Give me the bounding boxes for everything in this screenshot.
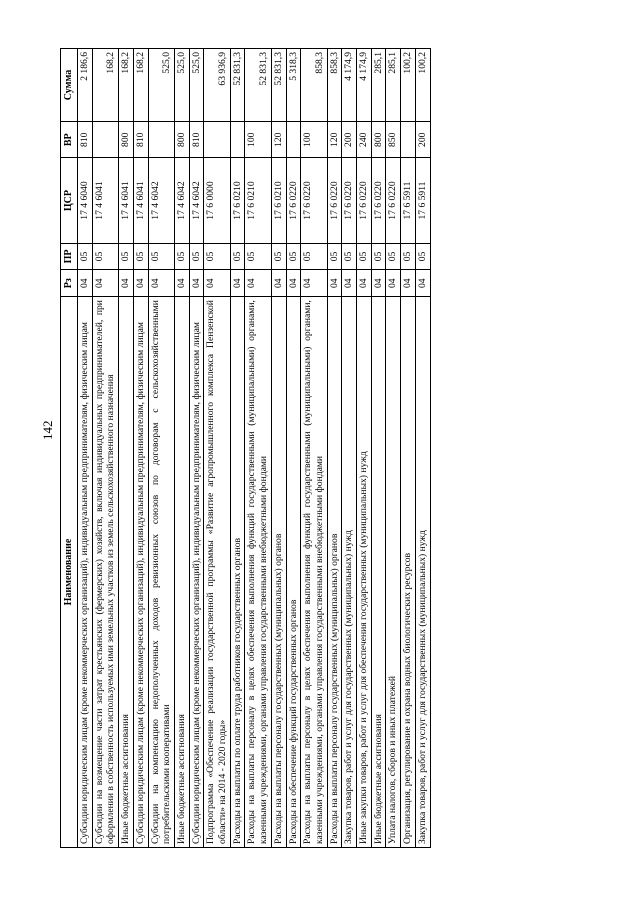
table-row bbox=[189, 49, 204, 848]
cell-pr: 05 bbox=[301, 243, 327, 270]
cell-pr: 05 bbox=[371, 243, 386, 270]
cell-name: Субсидии юридическим лицам (кроме некоммерческих организаций), индивидуальным предпринимателям, физическим лицам bbox=[189, 297, 204, 848]
cell-name: Расходы на выплаты персоналу государственных (муниципальных) органов bbox=[327, 297, 342, 848]
table-header-row bbox=[61, 49, 78, 848]
cell-name: Организация, регулирование и охрана водных биологических ресурсов bbox=[401, 297, 416, 848]
table-row bbox=[286, 49, 301, 848]
cell-sum: 5 318,3 bbox=[286, 49, 301, 122]
cell-name: Иные закупки товаров, работ и услуг для обеспечения государственных (муниципальных) нужд bbox=[357, 297, 372, 848]
cell-vr: 810 bbox=[78, 122, 93, 158]
header-pr: ПР bbox=[61, 243, 78, 270]
cell-rz: 04 bbox=[78, 270, 93, 297]
table-row bbox=[78, 49, 93, 848]
table-row bbox=[357, 49, 372, 848]
cell-pr: 05 bbox=[357, 243, 372, 270]
table-body bbox=[78, 49, 431, 848]
cell-sum: 168,2 bbox=[119, 49, 134, 122]
page-number: 142 bbox=[40, 420, 55, 440]
cell-csr: 17 6 0210 bbox=[271, 158, 286, 243]
cell-vr: 120 bbox=[327, 122, 342, 158]
cell-pr: 05 bbox=[245, 243, 271, 270]
cell-vr: 800 bbox=[174, 122, 189, 158]
cell-sum: 525,0 bbox=[174, 49, 189, 122]
cell-vr bbox=[230, 122, 245, 158]
cell-rz: 04 bbox=[204, 270, 230, 297]
cell-rz: 04 bbox=[357, 270, 372, 297]
table-row bbox=[119, 49, 134, 848]
cell-vr: 850 bbox=[386, 122, 401, 158]
cell-sum: 52 831,3 bbox=[230, 49, 245, 122]
cell-rz: 04 bbox=[371, 270, 386, 297]
cell-csr: 17 6 0210 bbox=[230, 158, 245, 243]
header-csr: ЦСР bbox=[61, 158, 78, 243]
cell-name: Уплата налогов, сборов и иных платежей bbox=[386, 297, 401, 848]
cell-rz: 04 bbox=[174, 270, 189, 297]
cell-name: Иные бюджетные ассигнования bbox=[371, 297, 386, 848]
cell-name: Иные бюджетные ассигнования bbox=[174, 297, 189, 848]
cell-vr bbox=[401, 122, 416, 158]
header-vr: ВР bbox=[61, 122, 78, 158]
cell-csr: 17 6 0220 bbox=[371, 158, 386, 243]
cell-csr: 17 6 0220 bbox=[357, 158, 372, 243]
cell-vr: 800 bbox=[371, 122, 386, 158]
cell-vr: 800 bbox=[119, 122, 134, 158]
table-row bbox=[230, 49, 245, 848]
table-row bbox=[386, 49, 401, 848]
cell-name: Расходы на выплаты персоналу в целях обеспечения выполнения функций государственными (муниципальными) органами, казенными учреждениями, органами управления государственными внебюджетными фондами bbox=[301, 297, 327, 848]
header-sum: Сумма bbox=[61, 49, 78, 122]
cell-vr bbox=[204, 122, 230, 158]
cell-pr: 05 bbox=[415, 243, 430, 270]
header-name: Наименование bbox=[61, 297, 78, 848]
cell-sum: 52 831,3 bbox=[245, 49, 271, 122]
cell-pr: 05 bbox=[286, 243, 301, 270]
cell-sum: 100,2 bbox=[415, 49, 430, 122]
cell-pr: 05 bbox=[204, 243, 230, 270]
table-row bbox=[415, 49, 430, 848]
cell-pr: 05 bbox=[148, 243, 174, 270]
cell-pr: 05 bbox=[327, 243, 342, 270]
cell-csr: 17 4 6041 bbox=[119, 158, 134, 243]
cell-pr: 05 bbox=[174, 243, 189, 270]
table-row bbox=[92, 49, 118, 848]
cell-rz: 04 bbox=[92, 270, 118, 297]
cell-sum: 858,3 bbox=[327, 49, 342, 122]
cell-csr: 17 6 0000 bbox=[204, 158, 230, 243]
cell-sum: 285,1 bbox=[386, 49, 401, 122]
cell-vr: 100 bbox=[301, 122, 327, 158]
cell-rz: 04 bbox=[133, 270, 148, 297]
cell-rz: 04 bbox=[148, 270, 174, 297]
cell-csr: 17 4 6040 bbox=[78, 158, 93, 243]
cell-pr: 05 bbox=[271, 243, 286, 270]
cell-rz: 04 bbox=[286, 270, 301, 297]
cell-rz: 04 bbox=[301, 270, 327, 297]
cell-sum: 2 186,6 bbox=[78, 49, 93, 122]
table-row bbox=[271, 49, 286, 848]
cell-pr: 05 bbox=[78, 243, 93, 270]
cell-sum: 858,3 bbox=[301, 49, 327, 122]
cell-pr: 05 bbox=[342, 243, 357, 270]
cell-name: Расходы на выплаты по оплате труда работников государственных органов bbox=[230, 297, 245, 848]
cell-vr bbox=[148, 122, 174, 158]
cell-name: Иные бюджетные ассигнования bbox=[119, 297, 134, 848]
cell-vr: 810 bbox=[133, 122, 148, 158]
table-row bbox=[133, 49, 148, 848]
cell-sum: 4 174,9 bbox=[357, 49, 372, 122]
cell-rz: 04 bbox=[401, 270, 416, 297]
cell-csr: 17 6 0220 bbox=[301, 158, 327, 243]
cell-csr: 17 4 6041 bbox=[92, 158, 118, 243]
cell-sum: 52 831,3 bbox=[271, 49, 286, 122]
cell-name: Расходы на выплаты персоналу государственных (муниципальных) органов bbox=[271, 297, 286, 848]
cell-name: Субсидии юридическим лицам (кроме некоммерческих организаций), индивидуальным предпринимателям, физическим лицам bbox=[133, 297, 148, 848]
table-row bbox=[148, 49, 174, 848]
cell-name: Подпрограмма «Обеспечение реализации государственной программы «Развитие агропромышленного комплекса Пензенской области» на 2014 - 2020 годы» bbox=[204, 297, 230, 848]
cell-rz: 04 bbox=[415, 270, 430, 297]
cell-name: Субсидии на компенсацию недополученных доходов ревизионных союзов по договорам с сельскохозяйственными потребительскими кооперативами bbox=[148, 297, 174, 848]
cell-csr: 17 4 6042 bbox=[148, 158, 174, 243]
cell-sum: 4 174,9 bbox=[342, 49, 357, 122]
cell-name: Субсидии на возмещение части затрат крестьянских (фермерских) хозяйств, включая индивидуальных предпринимателей, при оформлении в собственность используемых ими земельных участков из земель сельскохозяйственного назначения bbox=[92, 297, 118, 848]
cell-vr: 100 bbox=[245, 122, 271, 158]
cell-sum: 63 936,9 bbox=[204, 49, 230, 122]
cell-csr: 17 6 0220 bbox=[386, 158, 401, 243]
cell-name: Расходы на выплаты персоналу в целях обеспечения выполнения функций государственными (муниципальными) органами, казенными учреждениями, органами управления государственными внебюджетными фондами bbox=[245, 297, 271, 848]
cell-csr: 17 6 0220 bbox=[286, 158, 301, 243]
cell-rz: 04 bbox=[189, 270, 204, 297]
table-row bbox=[301, 49, 327, 848]
cell-pr: 05 bbox=[133, 243, 148, 270]
cell-vr: 120 bbox=[271, 122, 286, 158]
cell-pr: 05 bbox=[119, 243, 134, 270]
table-row bbox=[401, 49, 416, 848]
cell-vr: 200 bbox=[342, 122, 357, 158]
cell-name: Субсидии юридическим лицам (кроме некоммерческих организаций), индивидуальным предпринимателям, физическим лицам bbox=[78, 297, 93, 848]
cell-vr: 810 bbox=[189, 122, 204, 158]
cell-name: Расходы на обеспечение функций государственных органов bbox=[286, 297, 301, 848]
cell-sum: 168,2 bbox=[92, 49, 118, 122]
cell-rz: 04 bbox=[386, 270, 401, 297]
cell-csr: 17 6 5911 bbox=[415, 158, 430, 243]
cell-csr: 17 4 6042 bbox=[189, 158, 204, 243]
table-row bbox=[204, 49, 230, 848]
cell-rz: 04 bbox=[342, 270, 357, 297]
cell-rz: 04 bbox=[271, 270, 286, 297]
cell-sum: 168,2 bbox=[133, 49, 148, 122]
table-row bbox=[174, 49, 189, 848]
cell-csr: 17 4 6042 bbox=[174, 158, 189, 243]
cell-pr: 05 bbox=[230, 243, 245, 270]
cell-name: Закупка товаров, работ и услуг для государственных (муниципальных) нужд bbox=[415, 297, 430, 848]
cell-sum: 285,1 bbox=[371, 49, 386, 122]
header-rz: Рз bbox=[61, 270, 78, 297]
cell-pr: 05 bbox=[386, 243, 401, 270]
cell-sum: 525,0 bbox=[189, 49, 204, 122]
cell-vr bbox=[286, 122, 301, 158]
budget-table-sheet bbox=[60, 48, 565, 848]
cell-csr: 17 6 0220 bbox=[342, 158, 357, 243]
cell-csr: 17 6 0210 bbox=[245, 158, 271, 243]
cell-csr: 17 6 0220 bbox=[327, 158, 342, 243]
cell-name: Закупка товаров, работ и услуг для государственных (муниципальных) нужд bbox=[342, 297, 357, 848]
cell-pr: 05 bbox=[401, 243, 416, 270]
table-row bbox=[245, 49, 271, 848]
cell-sum: 100,2 bbox=[401, 49, 416, 122]
cell-vr: 240 bbox=[357, 122, 372, 158]
cell-csr: 17 4 6041 bbox=[133, 158, 148, 243]
table-row bbox=[327, 49, 342, 848]
cell-csr: 17 6 5911 bbox=[401, 158, 416, 243]
cell-rz: 04 bbox=[245, 270, 271, 297]
cell-rz: 04 bbox=[230, 270, 245, 297]
cell-rz: 04 bbox=[119, 270, 134, 297]
cell-sum: 525,0 bbox=[148, 49, 174, 122]
cell-vr bbox=[92, 122, 118, 158]
table-row bbox=[371, 49, 386, 848]
cell-pr: 05 bbox=[189, 243, 204, 270]
cell-pr: 05 bbox=[92, 243, 118, 270]
cell-vr: 200 bbox=[415, 122, 430, 158]
budget-table bbox=[60, 48, 431, 848]
cell-rz: 04 bbox=[327, 270, 342, 297]
table-row bbox=[342, 49, 357, 848]
